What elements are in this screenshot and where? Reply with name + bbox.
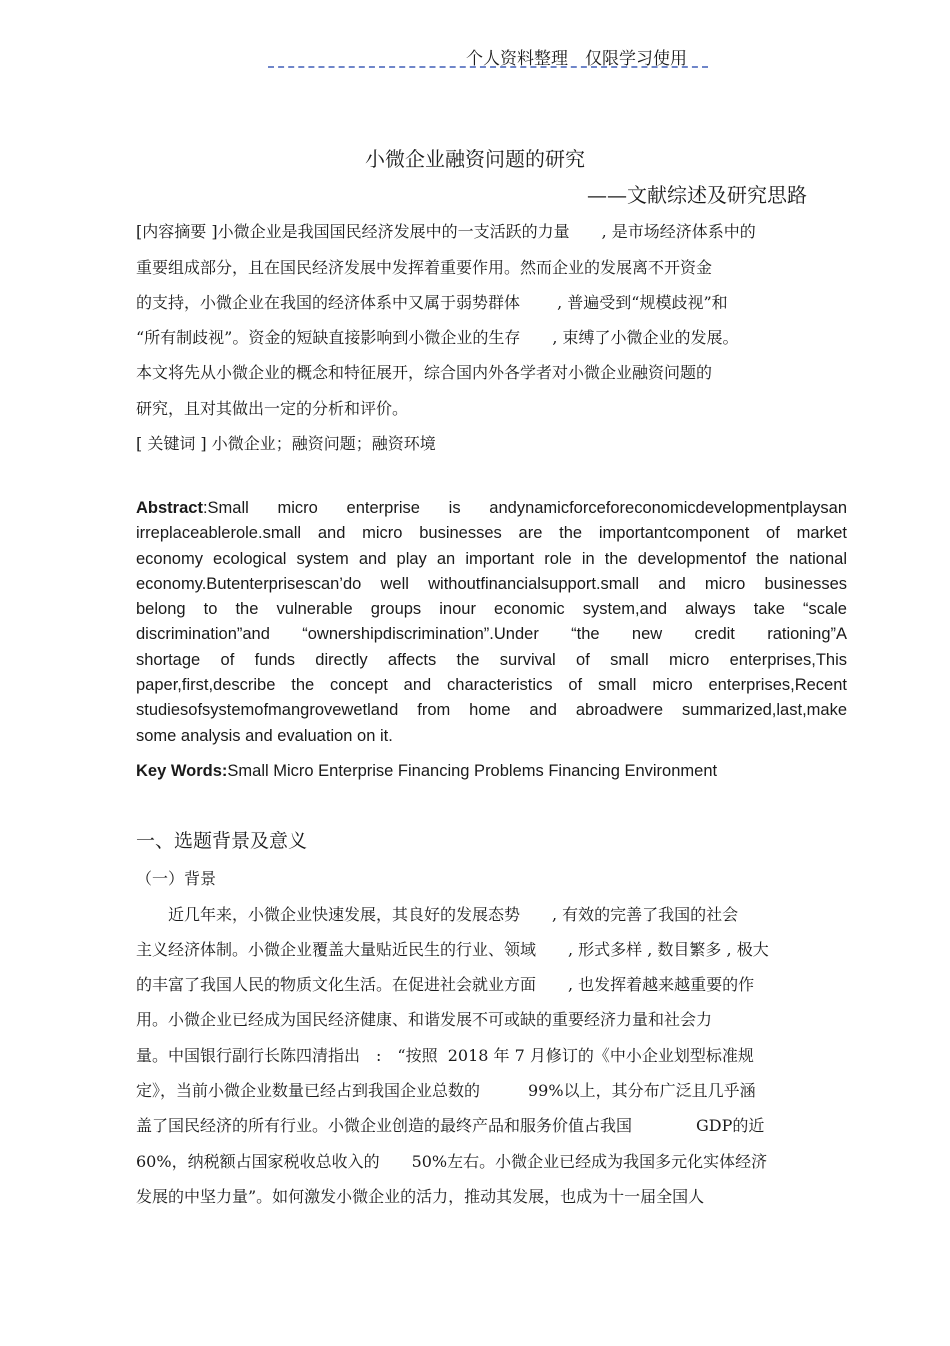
body-line: 盖了国民经济的所有行业。小微企业创造的最终产品和服务价值占我国 GDP的近 — [136, 1116, 765, 1135]
body-line: 发展的中坚力量”。如何激发小微企业的活力，推动其发展，也成为十一届全国人 — [136, 1187, 705, 1206]
keywords-en — [136, 762, 847, 781]
abstract-cn-line: “所有制歧视”。资金的短缺直接影响到小微企业的生存 , 束缚了小微企业的发展。 — [136, 328, 739, 347]
section-heading: 一、选题背景及意义 — [136, 830, 308, 852]
body-line: 主义经济体制。小微企业覆盖大量贴近民生的行业、领域 , 形式多样 , 数目繁多 , 极大 — [136, 940, 769, 959]
abstract-en-line: discrimination”and “ownershipdiscrimination”.Under “the new credit rationing”A — [136, 625, 847, 643]
body-line: 60%，纳税额占国家税收总收入的 50%左右。小微企业已经成为我国多元化实体经济 — [136, 1152, 768, 1171]
abstract-cn-label: [内容摘要 ] — [136, 222, 218, 241]
document-subtitle: ——文献综述及研究思路 — [587, 183, 807, 207]
abstract-en-line: belong to the vulnerable groups inour economic system,and always take “scale — [136, 600, 847, 618]
abstract-en-text: :Small micro enterprise is andynamicforceforeconomicdevelopmentplaysan — [202, 499, 847, 517]
abstract-en-label: Abstract — [136, 499, 203, 517]
keywords-en-label: Key Words: — [136, 762, 228, 780]
abstract-en-line: some analysis and evaluation on it. — [136, 727, 393, 745]
subsection-heading: （一）背景 — [136, 869, 217, 888]
document-title: 小微企业融资问题的研究 — [365, 147, 585, 171]
abstract-en-line: economy.Butenterprisescan’do well withoutfinancialsupport.small and micro businesses — [136, 575, 847, 593]
abstract-en-line: irreplaceablerole.small and micro businesses are the importantcomponent of market — [136, 524, 847, 542]
keywords-cn: [ 关键词 ] 小微企业；融资问题；融资环境 — [136, 434, 436, 453]
abstract-en-line: economy ecological system and play an important role in the developmentof the national — [136, 550, 847, 568]
abstract-cn-line — [136, 219, 756, 242]
body-line: 近几年来，小微企业快速发展，其良好的发展态势 , 有效的完善了我国的社会 — [136, 905, 739, 924]
body-line: 用。小微企业已经成为国民经济健康、和谐发展不可或缺的重要经济力量和社会力 — [136, 1010, 713, 1029]
abstract-cn-line: 重要组成部分，且在国民经济发展中发挥着重要作用。然而企业的发展离不开资金 — [136, 258, 713, 277]
abstract-cn-text: 小微企业是我国国民经济发展中的一支活跃的力量 , 是市场经济体系中的 — [217, 222, 756, 241]
abstract-en-line — [136, 499, 847, 518]
abstract-cn-line: 本文将先从小微企业的概念和特征展开，综合国内外各学者对小微企业融资问题的 — [136, 363, 713, 382]
body-line: 定》，当前小微企业数量已经占到我国企业总数的 99%以上，其分布广泛且几乎涵 — [136, 1081, 756, 1100]
body-line: 的丰富了我国人民的物质文化生活。在促进社会就业方面 , 也发挥着越来越重要的作 — [136, 975, 755, 994]
abstract-cn-line: 的支持，小微企业在我国的经济体系中又属于弱势群体 , 普遍受到“规模歧视”和 — [136, 293, 728, 312]
abstract-en-line: shortage of funds directly affects the survival of small micro enterprises,This — [136, 651, 847, 669]
abstract-en-line: paper,first,describe the concept and characteristics of small micro enterprises,Recent — [136, 676, 847, 694]
abstract-en-line: studiesofsystemofmangrovewetland from home and abroadwere summarized,last,make — [136, 701, 847, 719]
page-header — [268, 42, 708, 68]
body-line: 量。中国银行副行长陈四清指出 : “按照 2018 年 7 月修订的《中小企业划型标准规 — [136, 1046, 754, 1065]
header-text: 个人资料整理 仅限学习使用 — [466, 49, 687, 69]
keywords-en-text: Small Micro Enterprise Financing Problems Financing Environment — [227, 762, 718, 780]
abstract-cn-line: 研究，且对其做出一定的分析和评价。 — [136, 399, 409, 418]
